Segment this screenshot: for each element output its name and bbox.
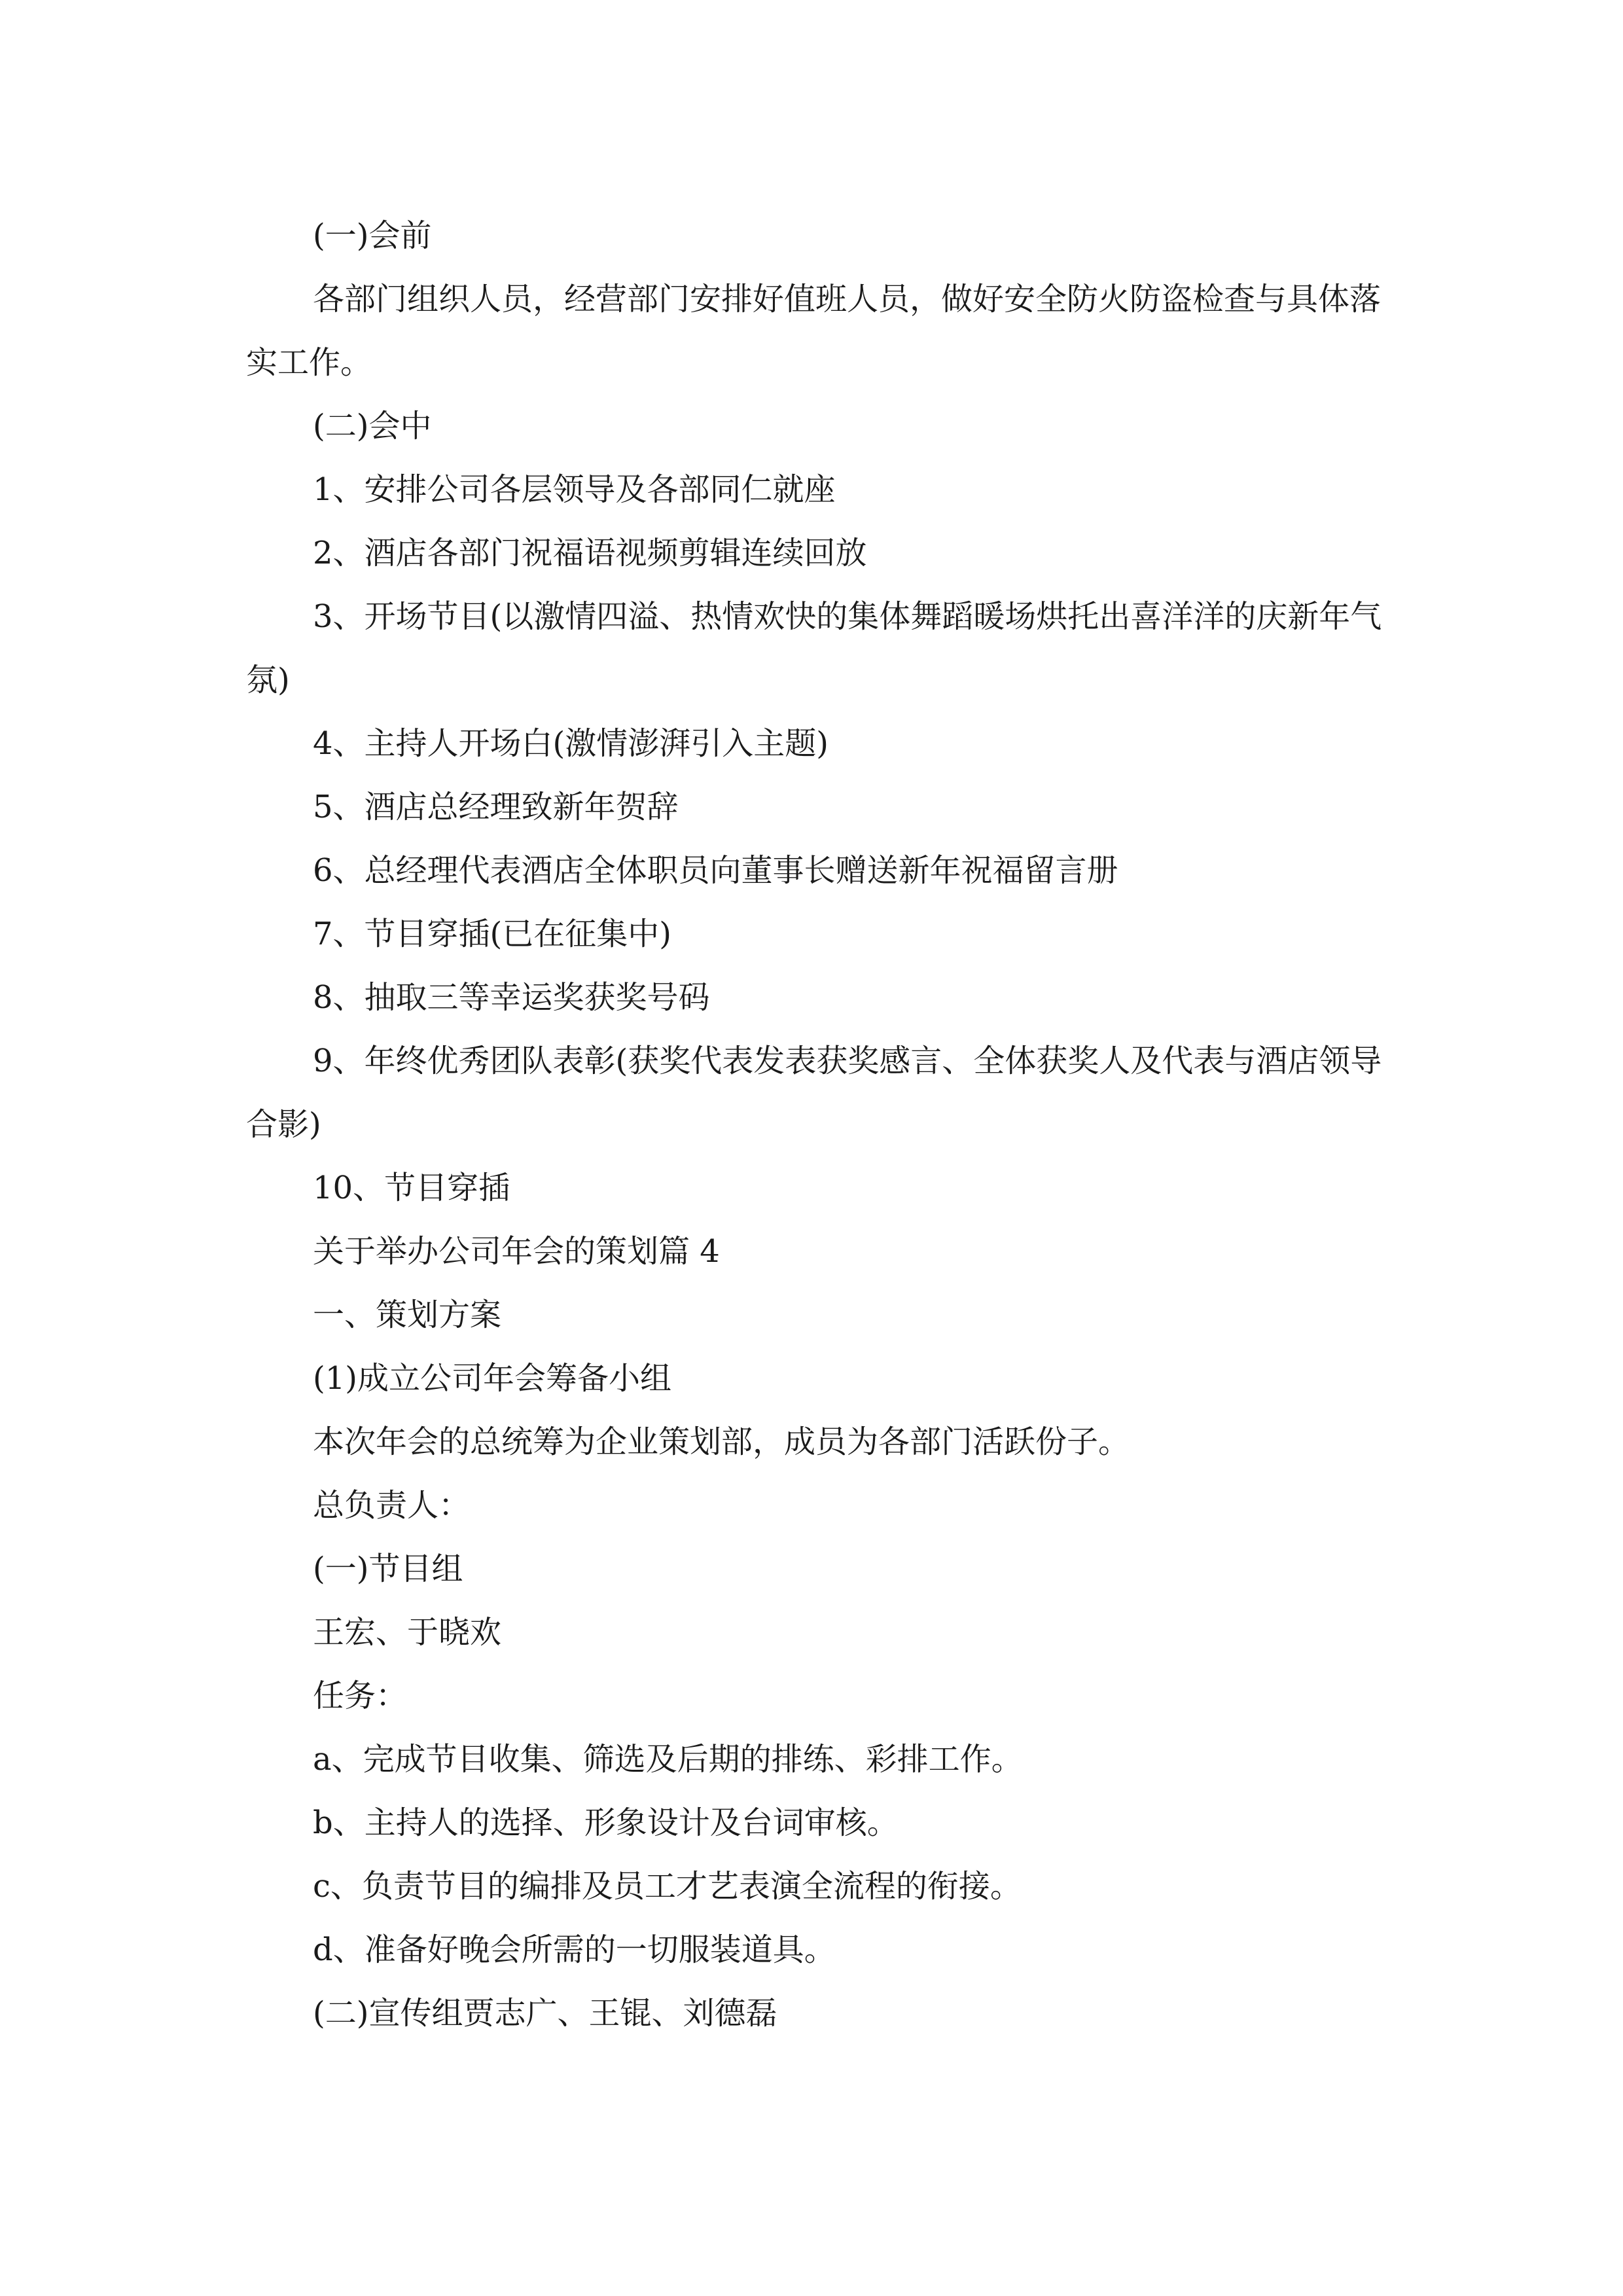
paragraph-meeting-before-body: 各部门组织人员，经营部门安排好值班人员，做好安全防火防盗检查与具体落实工作。	[246, 281, 1382, 381]
group-heading: (二)宣传组贾志广、王锟、刘德磊	[313, 1995, 777, 2032]
paragraph-body: 本次年会的总统筹为企业策划部，成员为各部门活跃份子。	[313, 1424, 1130, 1460]
list-item: 6、总经理代表酒店全体职员向董事长赠送新年祝福留言册	[313, 852, 1118, 889]
list-item: 7、节目穿插(已在征集中)	[313, 916, 671, 952]
list-item: 3、开场节目(以激情四溢、热情欢快的集体舞蹈暖场烘托出喜洋洋的庆新年气氛)	[246, 598, 1382, 698]
list-item: 4、主持人开场白(激情澎湃引入主题)	[313, 725, 829, 762]
paragraph-body: 总负责人：	[313, 1487, 471, 1524]
group-heading: (一)节目组	[313, 1551, 463, 1587]
paragraph-meeting-before-heading: (一)会前	[313, 217, 432, 254]
list-item: 9、年终优秀团队表彰(获奖代表发表获奖感言、全体获奖人及代表与酒店领导合影)	[246, 1043, 1382, 1143]
list-item: 10、节目穿插	[313, 1170, 510, 1206]
task-item: d、准备好晚会所需的一切服装道具。	[313, 1931, 836, 1968]
document-body	[246, 204, 1385, 2045]
section-title: 关于举办公司年会的策划篇 4	[313, 1233, 720, 1270]
list-item: 2、酒店各部门祝福语视频剪辑连续回放	[313, 535, 867, 571]
group-members: 王宏、于晓欢	[313, 1614, 502, 1651]
subsection-heading: (1)成立公司年会筹备小组	[313, 1360, 671, 1397]
task-item: b、主持人的选择、形象设计及台词审核。	[313, 1804, 899, 1841]
task-label: 任务：	[313, 1677, 408, 1714]
list-item: 8、抽取三等幸运奖获奖号码	[313, 979, 710, 1016]
paragraph-meeting-during-heading: (二)会中	[313, 408, 432, 444]
task-item: c、负责节目的编排及员工才艺表演全流程的衔接。	[313, 1868, 1022, 1905]
list-item: 1、安排公司各层领导及各部同仁就座	[313, 471, 836, 508]
list-item: 5、酒店总经理致新年贺辞	[313, 789, 679, 825]
section-heading: 一、策划方案	[313, 1297, 502, 1333]
task-item: a、完成节目收集、筛选及后期的排练、彩排工作。	[313, 1741, 1023, 1778]
